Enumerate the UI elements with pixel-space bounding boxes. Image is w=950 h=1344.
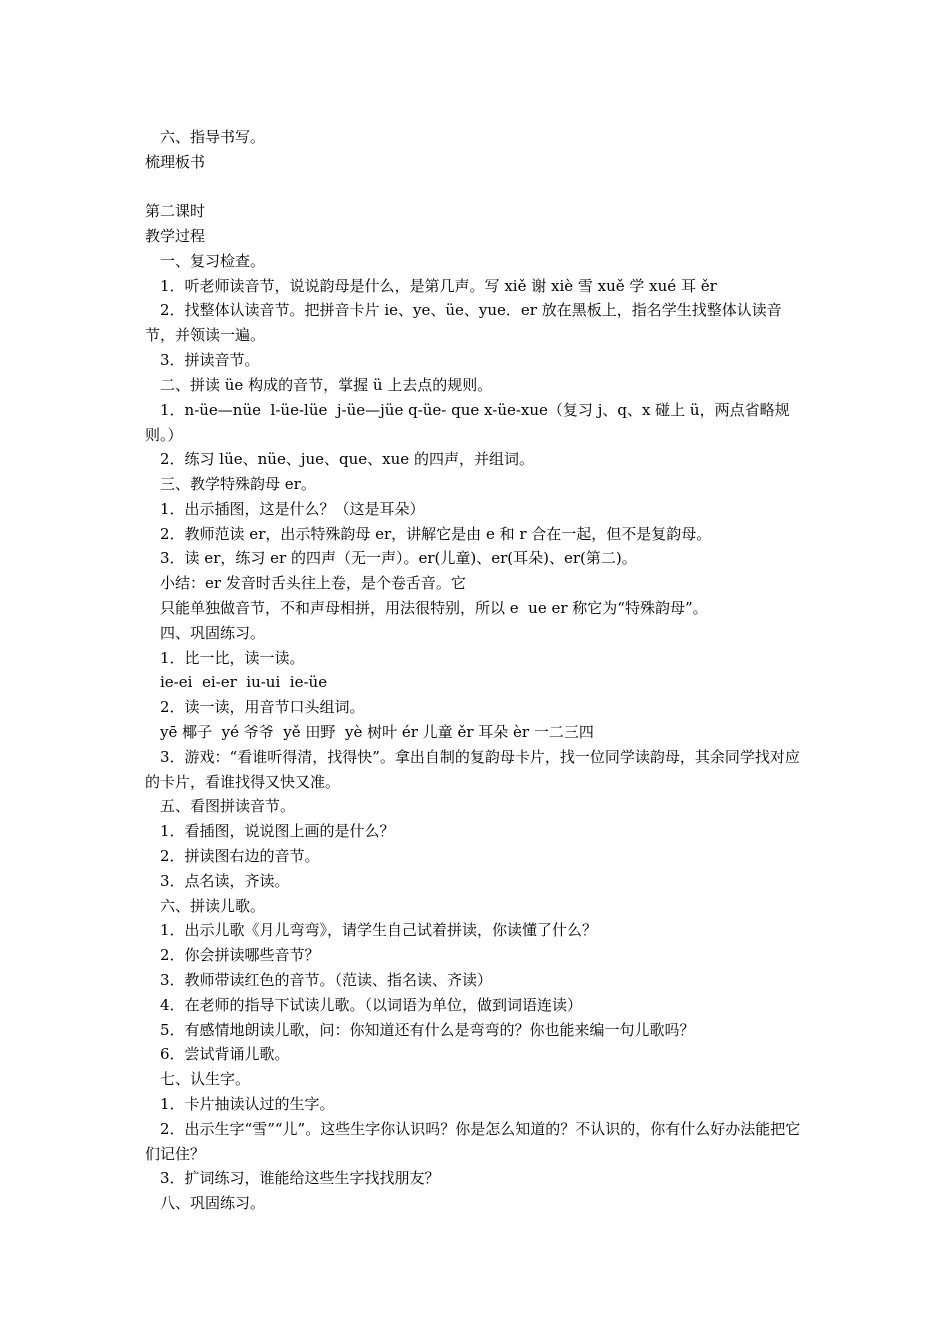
paragraph: 1．看插图，说说图上画的是什么？ [160, 822, 395, 840]
paragraph: 5．有感情地朗读儿歌，问：你知道还有什么是弯弯的？你也能来编一句儿歌吗？ [160, 1021, 695, 1039]
paragraph: 2．你会拼读哪些音节？ [160, 946, 320, 964]
paragraph: yē 椰子 yé 爷爷 yě 田野 yè 树叶 ér 儿童 ěr 耳朵 èr 一二三四 [160, 723, 594, 741]
paragraph: 只能单独做音节，不和声母相拼，用法很特别，所以 e ue er 称它为“特殊韵母”。 [160, 599, 708, 617]
paragraph: 2．拼读图右边的音节。 [160, 847, 320, 865]
section-heading-new-characters: 七、认生字。 [160, 1070, 251, 1088]
section-heading-practice: 四、巩固练习。 [160, 624, 266, 642]
paragraph: 4．在老师的指导下试读儿歌。（以词语为单位，做到词语连读） [160, 996, 583, 1014]
paragraph: 1．出示插图，这是什么？（这是耳朵） [160, 500, 425, 518]
paragraph: 小结：er 发音时舌头往上卷，是个卷舌音。它 [160, 574, 466, 592]
heading-board-summary: 梳理板书 [145, 153, 206, 171]
section-heading-picture-reading: 五、看图拼读音节。 [160, 797, 296, 815]
section-heading-consolidation: 八、巩固练习。 [160, 1194, 266, 1212]
paragraph: 1．n-üe—nüe l-üe-lüe j-üe—jüe q-üe- que x-üe-xue（复习 j、q、x 碰上 ü，两点省略规则。） [145, 401, 790, 444]
paragraph: 2．练习 lüe、nüe、jue、que、xue 的四声，并组词。 [160, 450, 534, 468]
paragraph: 1．听老师读音节，说说韵母是什么，是第几声。写 xiě 谢 xiè 雪 xuě 学 xué 耳 ěr [160, 277, 717, 295]
section-heading-guide-writing: 六、指导书写。 [160, 128, 266, 146]
paragraph: 2．出示生字“雪”“儿”。这些生字你认识吗？你是怎么知道的？不认识的，你有什么好办法能把它们记住？ [145, 1120, 801, 1163]
paragraph: 1．比一比，读一读。 [160, 649, 305, 667]
paragraph: 2．找整体认读音节。把拼音卡片 ie、ye、üe、yue．er 放在黑板上，指名学生找整体认读音节，并领读一遍。 [145, 301, 782, 344]
heading-teaching-process: 教学过程 [145, 227, 206, 245]
paragraph: 1．出示儿歌《月儿弯弯》，请学生自己试着拼读，你读懂了什么？ [160, 921, 598, 939]
paragraph: 3．教师带读红色的音节。（范读、指名读、齐读） [160, 971, 493, 989]
paragraph: 2．教师范读 er，出示特殊韵母 er，讲解它是由 e 和 r 合在一起，但不是复韵母。 [160, 525, 712, 543]
paragraph: 3．点名读，齐读。 [160, 872, 290, 890]
section-heading-ue-syllables: 二、拼读 üe 构成的音节，掌握 ü 上去点的规则。 [160, 376, 493, 394]
paragraph: 3．读 er，练习 er 的四声（无一声）。er(儿童)、er(耳朵)、er(第二)。 [160, 549, 637, 567]
paragraph: 3．拼读音节。 [160, 351, 260, 369]
section-heading-review: 一、复习检查。 [160, 252, 266, 270]
section-heading-er: 三、教学特殊韵母 er。 [160, 475, 316, 493]
paragraph: 3．扩词练习，谁能给这些生字找找朋友？ [160, 1169, 440, 1187]
section-heading-nursery-rhyme: 六、拼读儿歌。 [160, 897, 266, 915]
paragraph: 3．游戏：“看谁听得清，找得快”。拿出自制的复韵母卡片，找一位同学读韵母，其余同学找对应的卡片，看谁找得又快又准。 [145, 748, 800, 791]
paragraph: 2．读一读，用音节口头组词。 [160, 698, 365, 716]
paragraph: ie-ei ei-er iu-ui ie-üe [160, 673, 328, 691]
paragraph: 1．卡片抽读认过的生字。 [160, 1095, 335, 1113]
paragraph: 6．尝试背诵儿歌。 [160, 1045, 290, 1063]
heading-second-lesson: 第二课时 [145, 202, 206, 220]
